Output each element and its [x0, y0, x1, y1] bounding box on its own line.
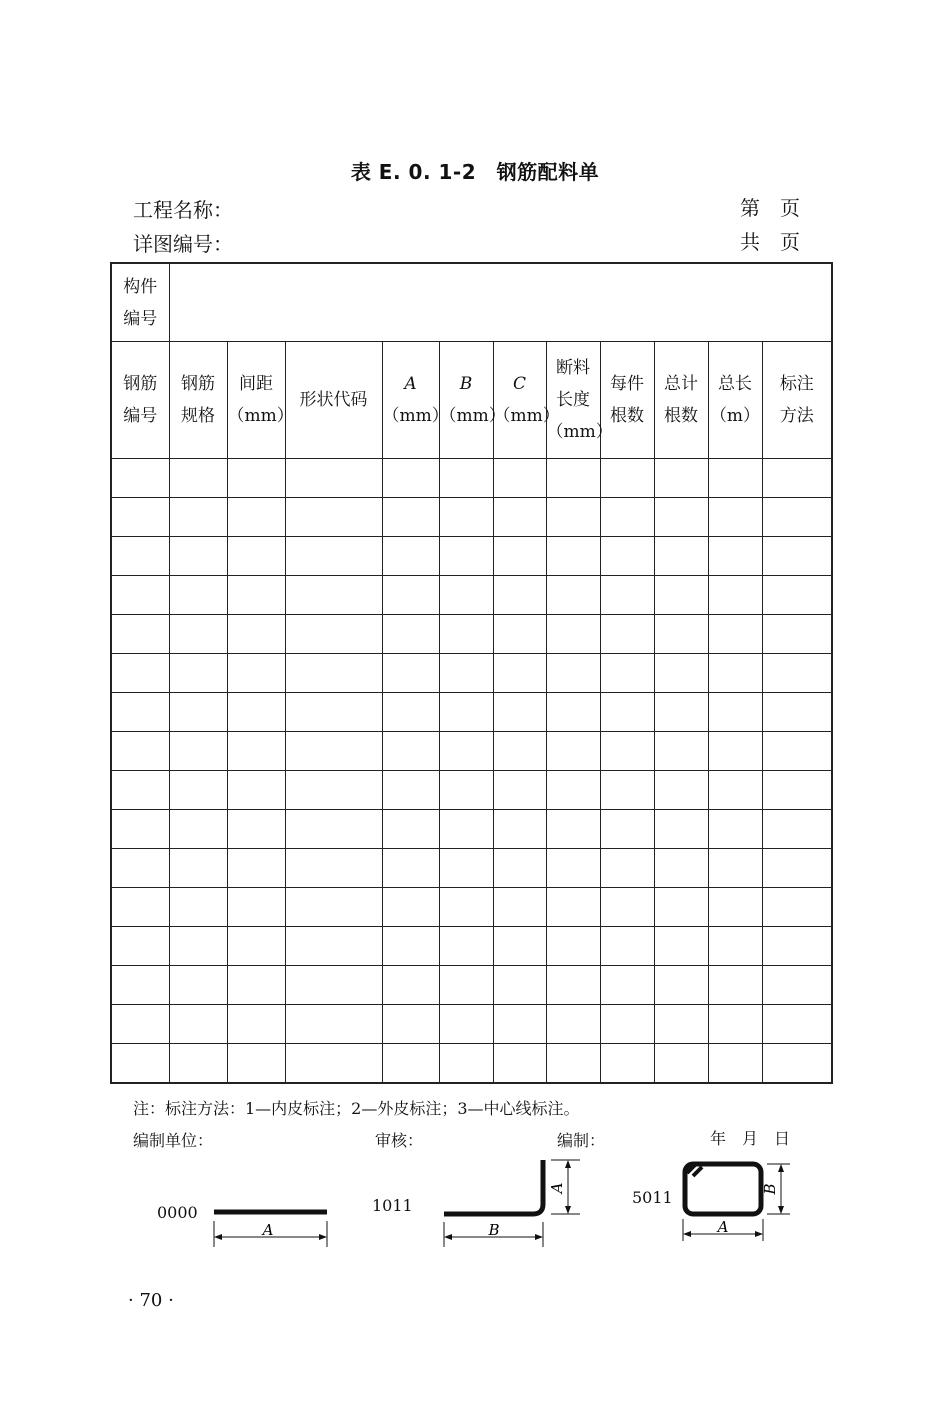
table-cell[interactable]: [111, 537, 169, 576]
table-cell[interactable]: [439, 537, 493, 576]
table-cell[interactable]: [762, 459, 832, 498]
shape-code-1011: 1011: [372, 1196, 413, 1215]
header-line: （m）: [709, 406, 761, 426]
table-cell[interactable]: [439, 849, 493, 888]
table-cell[interactable]: [382, 888, 439, 927]
header-line: 钢筋: [123, 374, 158, 394]
table-cell[interactable]: [546, 615, 600, 654]
table-cell[interactable]: [111, 966, 169, 1005]
table-cell[interactable]: [227, 771, 285, 810]
table-cell[interactable]: [227, 576, 285, 615]
table-cell[interactable]: [762, 732, 832, 771]
table-cell[interactable]: [111, 927, 169, 966]
header-cell: [382, 342, 449, 459]
table-cell[interactable]: [762, 888, 832, 927]
table-cell[interactable]: [285, 1044, 382, 1084]
table-cell[interactable]: [708, 537, 762, 576]
component-row: [111, 263, 832, 342]
header-line: 钢筋: [181, 374, 215, 394]
table-cell[interactable]: [111, 498, 169, 537]
table-cell[interactable]: [169, 615, 227, 654]
table-cell[interactable]: [382, 537, 439, 576]
table-cell[interactable]: [546, 693, 600, 732]
table-cell[interactable]: [654, 693, 708, 732]
table-cell[interactable]: [169, 537, 227, 576]
table-cell[interactable]: [762, 771, 832, 810]
table-cell[interactable]: [169, 1044, 227, 1084]
table-cell[interactable]: [285, 537, 382, 576]
table-cell[interactable]: [762, 810, 832, 849]
header-cell: [111, 342, 169, 459]
table-cell[interactable]: [439, 576, 493, 615]
header-line: 根数: [610, 406, 644, 426]
table-cell[interactable]: [654, 459, 708, 498]
header-row: [111, 342, 832, 459]
table-cell[interactable]: [169, 771, 227, 810]
table-cell[interactable]: [493, 615, 546, 654]
table-cell[interactable]: [546, 849, 600, 888]
table-cell[interactable]: [493, 771, 546, 810]
table-cell[interactable]: [493, 810, 546, 849]
header-line: （mm）: [493, 406, 560, 426]
table-cell[interactable]: [762, 1005, 832, 1044]
table-cell[interactable]: [546, 927, 600, 966]
table-cell[interactable]: [708, 498, 762, 537]
table-cell[interactable]: [111, 771, 169, 810]
header-line: 规格: [181, 406, 215, 426]
compile-unit-label: 编制单位：: [133, 1131, 214, 1150]
table-row: [111, 849, 832, 888]
table-cell[interactable]: [546, 810, 600, 849]
table-cell[interactable]: [169, 849, 227, 888]
table-cell[interactable]: [169, 459, 227, 498]
dim-a-label: A: [548, 1182, 566, 1194]
table-cell[interactable]: [285, 810, 382, 849]
table-cell[interactable]: [169, 966, 227, 1005]
table-cell[interactable]: [439, 810, 493, 849]
table-cell[interactable]: [654, 771, 708, 810]
component-no-label: [111, 263, 169, 342]
table-cell[interactable]: [654, 888, 708, 927]
table-cell[interactable]: [169, 498, 227, 537]
table-cell[interactable]: [439, 966, 493, 1005]
table-cell[interactable]: [654, 576, 708, 615]
table-cell[interactable]: [285, 498, 382, 537]
table-cell[interactable]: [382, 1005, 439, 1044]
table-cell[interactable]: [169, 888, 227, 927]
table-cell[interactable]: [227, 693, 285, 732]
table-cell[interactable]: [111, 849, 169, 888]
table-cell[interactable]: [111, 576, 169, 615]
table-cell[interactable]: [169, 927, 227, 966]
header-cell: [762, 342, 832, 459]
table-cell[interactable]: [382, 849, 439, 888]
table-cell[interactable]: [227, 810, 285, 849]
table-cell[interactable]: [285, 654, 382, 693]
rebar-schedule-table: [110, 262, 833, 1084]
table-row: [111, 615, 832, 654]
table-cell[interactable]: [708, 654, 762, 693]
table-cell[interactable]: [285, 966, 382, 1005]
table-row: [111, 771, 832, 810]
table-cell[interactable]: [762, 849, 832, 888]
table-cell[interactable]: [600, 771, 654, 810]
table-cell[interactable]: [546, 576, 600, 615]
header-line: 标注: [779, 374, 814, 394]
table-cell[interactable]: [439, 498, 493, 537]
table-cell[interactable]: [493, 537, 546, 576]
header-line: （mm）: [439, 406, 506, 426]
header-line: 形状代码: [299, 390, 368, 410]
table-cell[interactable]: [285, 927, 382, 966]
table-cell[interactable]: [708, 576, 762, 615]
table-cell[interactable]: [762, 537, 832, 576]
table-cell[interactable]: [546, 537, 600, 576]
table-cell[interactable]: [227, 615, 285, 654]
table-cell[interactable]: [546, 966, 600, 1005]
table-cell[interactable]: [493, 693, 546, 732]
header-line: 长度: [556, 390, 590, 410]
header-line: 每件: [610, 374, 644, 394]
table-cell[interactable]: [285, 459, 382, 498]
table-cell[interactable]: [227, 654, 285, 693]
table-cell[interactable]: [708, 459, 762, 498]
table-cell[interactable]: [708, 888, 762, 927]
table-cell[interactable]: [762, 693, 832, 732]
table-cell[interactable]: [169, 1005, 227, 1044]
header-cell: [546, 342, 613, 459]
table-cell[interactable]: [439, 732, 493, 771]
table-cell[interactable]: [169, 693, 227, 732]
table-cell[interactable]: [439, 654, 493, 693]
header-line: （mm）: [227, 406, 294, 426]
table-cell[interactable]: [382, 459, 439, 498]
table-cell[interactable]: [600, 498, 654, 537]
header-line: （mm）: [546, 422, 613, 442]
table-cell[interactable]: [111, 654, 169, 693]
compile-label: 编制：: [557, 1131, 606, 1150]
table-cell[interactable]: [654, 849, 708, 888]
table-cell[interactable]: [439, 771, 493, 810]
table-cell[interactable]: [654, 537, 708, 576]
header-line: 编号: [123, 406, 158, 426]
table-row: [111, 654, 832, 693]
l-bar: [444, 1160, 543, 1214]
table-row: [111, 927, 832, 966]
note-text: 注：标注方法：1—内皮标注；2—外皮标注；3—中心线标注。: [133, 1099, 580, 1118]
table-cell[interactable]: [493, 1044, 546, 1084]
table-cell[interactable]: [285, 615, 382, 654]
table-cell[interactable]: [111, 810, 169, 849]
table-cell[interactable]: [285, 693, 382, 732]
detail-no-label: 详图编号：: [133, 232, 233, 256]
table-cell[interactable]: [493, 966, 546, 1005]
table-cell[interactable]: [382, 693, 439, 732]
table-cell[interactable]: [654, 615, 708, 654]
table-cell[interactable]: [169, 810, 227, 849]
table-cell[interactable]: [227, 927, 285, 966]
table-cell[interactable]: [382, 810, 439, 849]
shape-code-5011: 5011: [632, 1188, 673, 1207]
table-cell[interactable]: [708, 966, 762, 1005]
table-cell[interactable]: [708, 1005, 762, 1044]
table-cell[interactable]: [654, 966, 708, 1005]
table-cell[interactable]: [285, 732, 382, 771]
component-no-line-1: 构件: [123, 276, 158, 297]
table-cell[interactable]: [227, 732, 285, 771]
table-row: [111, 693, 832, 732]
header-line: 方法: [779, 406, 814, 426]
table-title: 表 E. 0. 1-2 钢筋配料单: [350, 160, 600, 184]
header-cell: [285, 342, 382, 459]
table-cell[interactable]: [762, 576, 832, 615]
shape-code-0000: 0000: [157, 1203, 198, 1222]
total-pages-label: 共 页: [740, 230, 800, 254]
table-row: [111, 1044, 832, 1084]
table-cell[interactable]: [493, 849, 546, 888]
table-cell[interactable]: [285, 849, 382, 888]
table-cell[interactable]: [654, 810, 708, 849]
table-cell[interactable]: [493, 1005, 546, 1044]
header-cell: [493, 342, 560, 459]
table-cell[interactable]: [600, 966, 654, 1005]
shape-stirrup-diagram: [675, 1155, 795, 1245]
table-cell[interactable]: [111, 615, 169, 654]
table-cell[interactable]: [600, 810, 654, 849]
table-cell[interactable]: [227, 537, 285, 576]
header-line: 断料: [556, 358, 590, 378]
table-cell[interactable]: [285, 888, 382, 927]
table-cell[interactable]: [382, 654, 439, 693]
table-cell[interactable]: [169, 732, 227, 771]
table-cell[interactable]: [708, 810, 762, 849]
component-no-value[interactable]: [169, 263, 832, 342]
table-cell[interactable]: [227, 1005, 285, 1044]
table-cell[interactable]: [227, 849, 285, 888]
table-row: [111, 498, 832, 537]
dim-b-label: B: [761, 1183, 779, 1195]
table-cell[interactable]: [439, 693, 493, 732]
table-cell[interactable]: [762, 966, 832, 1005]
table-cell[interactable]: [227, 498, 285, 537]
table-cell[interactable]: [762, 1044, 832, 1084]
table-cell[interactable]: [600, 576, 654, 615]
table-cell[interactable]: [111, 1005, 169, 1044]
table-row: [111, 1005, 832, 1044]
table-cell[interactable]: [382, 927, 439, 966]
shape-straight-diagram: [205, 1195, 335, 1255]
table-cell[interactable]: [654, 654, 708, 693]
table-cell[interactable]: [600, 615, 654, 654]
table-cell[interactable]: [493, 732, 546, 771]
header-line: A: [404, 374, 417, 394]
table-cell[interactable]: [708, 732, 762, 771]
project-name-label: 工程名称：: [133, 198, 233, 222]
table-cell[interactable]: [708, 849, 762, 888]
dim-a-label: A: [262, 1221, 274, 1239]
table-cell[interactable]: [654, 1044, 708, 1084]
header-cell: [169, 342, 227, 459]
table-cell[interactable]: [227, 1044, 285, 1084]
table-cell[interactable]: [546, 732, 600, 771]
table-cell[interactable]: [227, 459, 285, 498]
header-line: 总长: [718, 374, 752, 394]
table-cell[interactable]: [546, 459, 600, 498]
table-cell[interactable]: [285, 1005, 382, 1044]
table-cell[interactable]: [285, 576, 382, 615]
table-cell[interactable]: [493, 576, 546, 615]
header-line: C: [512, 374, 526, 394]
table-cell[interactable]: [111, 732, 169, 771]
table-row: [111, 810, 832, 849]
table-cell[interactable]: [382, 615, 439, 654]
table-cell[interactable]: [493, 888, 546, 927]
table-cell[interactable]: [111, 459, 169, 498]
table-cell[interactable]: [169, 576, 227, 615]
table-cell[interactable]: [600, 888, 654, 927]
table-row: [111, 732, 832, 771]
header-cell: [654, 342, 708, 459]
table-cell[interactable]: [285, 771, 382, 810]
header-line: B: [459, 374, 473, 394]
table-cell[interactable]: [382, 732, 439, 771]
table-cell[interactable]: [111, 888, 169, 927]
table-row: [111, 576, 832, 615]
table-cell[interactable]: [439, 1005, 493, 1044]
table-cell[interactable]: [546, 654, 600, 693]
table-cell[interactable]: [600, 927, 654, 966]
table-cell[interactable]: [654, 498, 708, 537]
table-cell[interactable]: [600, 693, 654, 732]
table-cell[interactable]: [439, 927, 493, 966]
table-cell[interactable]: [708, 927, 762, 966]
table-cell[interactable]: [227, 888, 285, 927]
table-cell[interactable]: [708, 693, 762, 732]
table-cell[interactable]: [600, 732, 654, 771]
table-cell[interactable]: [546, 771, 600, 810]
table-cell[interactable]: [600, 849, 654, 888]
header-cell: [708, 342, 762, 459]
header-cell: [439, 342, 506, 459]
header-line: 间距: [239, 374, 273, 394]
header-line: （mm）: [382, 406, 449, 426]
table-cell[interactable]: [439, 615, 493, 654]
table-cell[interactable]: [493, 459, 546, 498]
dim-a-label: A: [717, 1218, 729, 1236]
table-cell[interactable]: [546, 1044, 600, 1084]
table-cell[interactable]: [111, 693, 169, 732]
table-cell[interactable]: [493, 498, 546, 537]
table-cell[interactable]: [439, 459, 493, 498]
table-row: [111, 966, 832, 1005]
table-row: [111, 459, 832, 498]
table-row: [111, 888, 832, 927]
shape-l-diagram: [435, 1152, 585, 1252]
page-label: 第 页: [740, 196, 800, 220]
table-cell[interactable]: [654, 1005, 708, 1044]
table-cell[interactable]: [762, 498, 832, 537]
table-cell[interactable]: [600, 537, 654, 576]
table-cell[interactable]: [654, 732, 708, 771]
header-line: 总计: [664, 374, 698, 394]
table-cell[interactable]: [227, 966, 285, 1005]
page-number: · 70 ·: [128, 1290, 174, 1311]
table-cell[interactable]: [169, 654, 227, 693]
table-cell[interactable]: [762, 927, 832, 966]
table-cell[interactable]: [493, 927, 546, 966]
review-label: 审核：: [375, 1131, 424, 1150]
table-cell[interactable]: [439, 888, 493, 927]
table-cell[interactable]: [111, 1044, 169, 1084]
table-cell[interactable]: [708, 771, 762, 810]
table-cell[interactable]: [382, 1044, 439, 1084]
table-cell[interactable]: [600, 1005, 654, 1044]
header-cell: [227, 342, 294, 459]
table-cell[interactable]: [546, 498, 600, 537]
table-cell[interactable]: [382, 771, 439, 810]
table-cell[interactable]: [600, 459, 654, 498]
header-line: 根数: [664, 406, 698, 426]
table-cell[interactable]: [382, 498, 439, 537]
table-cell[interactable]: [600, 654, 654, 693]
table-cell[interactable]: [493, 654, 546, 693]
table-cell[interactable]: [762, 654, 832, 693]
date-label: 年 月 日: [710, 1129, 791, 1148]
dim-b-label: B: [488, 1221, 500, 1239]
table-cell[interactable]: [382, 576, 439, 615]
table-cell[interactable]: [439, 1044, 493, 1084]
table-cell[interactable]: [382, 966, 439, 1005]
table-cell[interactable]: [600, 1044, 654, 1084]
table-cell[interactable]: [762, 615, 832, 654]
table-cell[interactable]: [546, 888, 600, 927]
table-row: [111, 537, 832, 576]
component-no-line-2: 编号: [123, 308, 158, 329]
table-cell[interactable]: [708, 615, 762, 654]
table-cell[interactable]: [708, 1044, 762, 1084]
table-cell[interactable]: [546, 1005, 600, 1044]
table-cell[interactable]: [654, 927, 708, 966]
